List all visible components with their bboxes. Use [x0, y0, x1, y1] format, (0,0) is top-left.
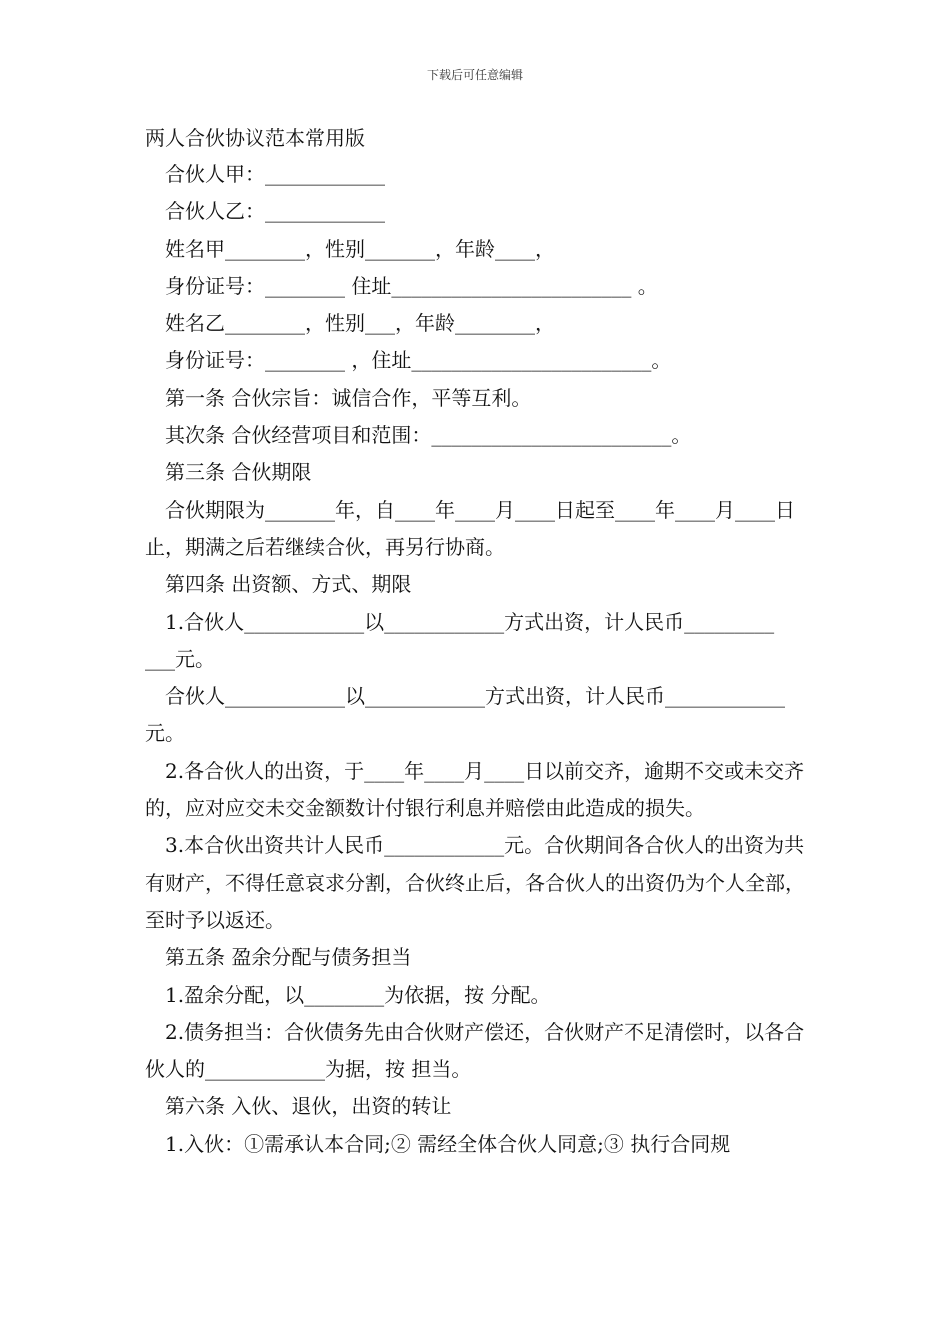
article-3-heading: 第三条 合伙期限: [165, 460, 312, 485]
partner-a-line: 合伙人甲：____________: [165, 162, 385, 186]
name-a-line: 姓名甲________，性别_______，年龄____，: [165, 236, 555, 261]
article-4-item-1: 1.合伙人____________以____________方式出资，计人民币_________ ___元。: [145, 609, 781, 671]
article-6-heading: 第六条 入伙、退伙，出资的转让: [165, 1094, 452, 1119]
article-4-item-2: 2.各合伙人的出资，于____年____月____日以前交齐，逾期不交或未交齐的，应对应交未交金额数计付银行利息并赔偿由此造成的损失。: [145, 758, 805, 821]
article-4-item-1b: 合伙人____________以____________方式出资，计人民币____________元。: [145, 684, 785, 746]
article-4-heading: 第四条 出资额、方式、期限: [165, 572, 412, 597]
article-6-item-1: 1.入伙：①需承认本合同;② 需经全体合伙人同意;③ 执行合同规: [165, 1131, 731, 1156]
document-title: 两人合伙协议范本常用版: [145, 126, 365, 150]
partner-b-line: 合伙人乙：____________: [165, 199, 385, 224]
article-1: 第一条 合伙宗旨：诚信合作，平等互利。: [165, 385, 532, 410]
article-4-item-3: 3.本合伙出资共计人民币____________元。合伙期间各合伙人的出资为共有财产，不得任意哀求分割，合伙终止后，各合伙人的出资仍为个人全部，至时予以返还。: [145, 833, 805, 932]
page-header: 下载后可任意编辑: [426, 68, 523, 82]
article-2: 其次条 合伙经营项目和范围：________________________。: [165, 423, 692, 448]
article-5-heading: 第五条 盈余分配与债务担当: [165, 945, 412, 970]
article-5-item-1: 1.盈余分配，以________为依据，按 分配。: [165, 982, 551, 1007]
name-b-line: 姓名乙________，性别___，年龄________，: [165, 311, 555, 336]
article-5-item-2: 2.债务担当：合伙债务先由合伙财产偿还，合伙财产不足清偿时，以各合伙人的____________为据，按 担当。: [145, 1019, 805, 1082]
id-a-line: 身份证号：________ 住址________________________ 。: [165, 273, 658, 298]
document-body: [145, 156, 810, 1163]
id-b-line: 身份证号：________ ，住址________________________。: [165, 348, 672, 373]
article-3-term: 合伙期限为_______年，自____年____月____日起至____年____月____日止，期满之后若继续合伙，再另行协商。: [145, 497, 795, 559]
